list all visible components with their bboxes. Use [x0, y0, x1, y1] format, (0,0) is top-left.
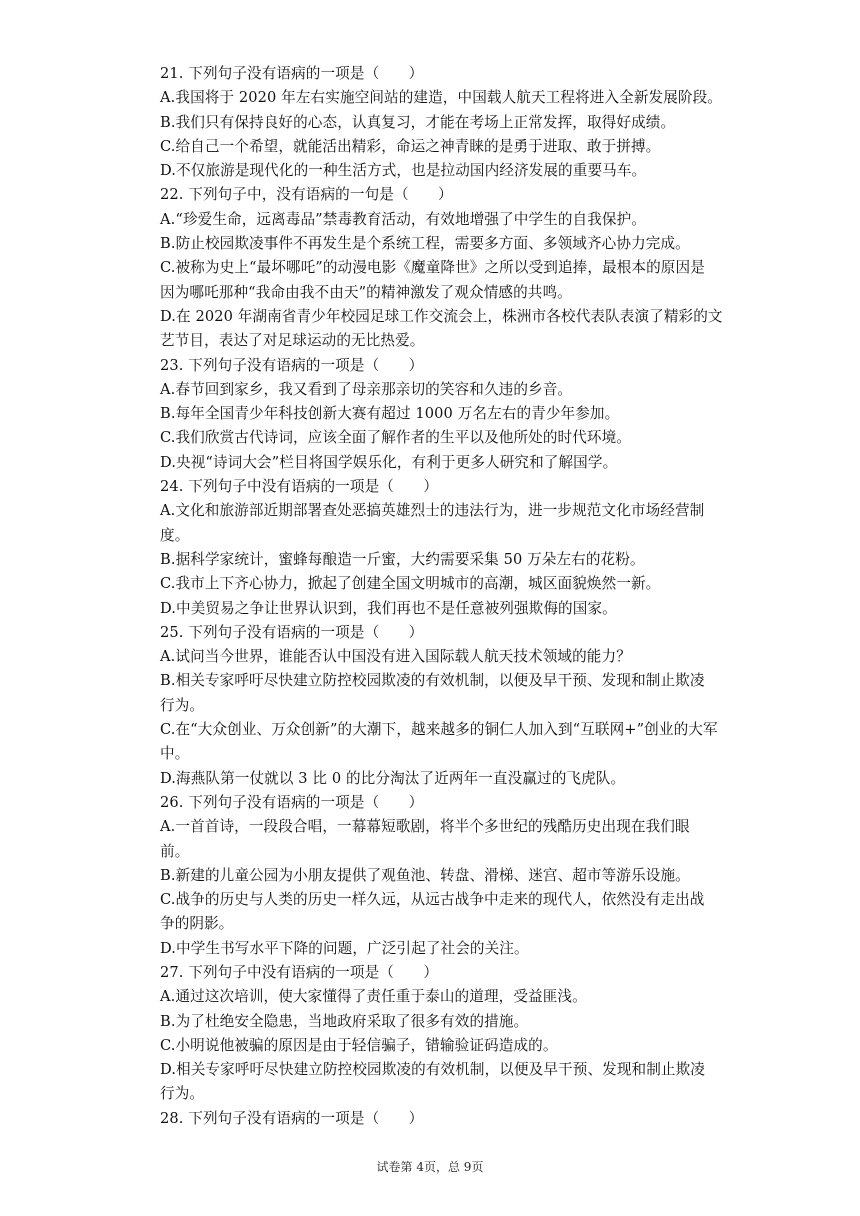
question-28-stem: 28. 下列句子没有语病的一项是（ ） [160, 1109, 424, 1127]
question-22-option-b: B.防止校园欺凌事件不再发生是个系统工程，需要多方面、多领域齐心协力完成。 [160, 235, 690, 253]
question-26-option-a: A.一首首诗，一段段合唱，一幕幕短歌剧，将半个多世纪的残酷历史出现在我们眼 [160, 818, 690, 836]
question-27-option-d-cont: 行为。 [160, 1085, 205, 1103]
question-25-option-d: D.海燕队第一仗就以 3 比 0 的比分淘汰了近两年一直没赢过的飞虎队。 [160, 769, 626, 787]
question-text-block [160, 62, 723, 1131]
question-27-option-a: A.通过这次培训，使大家懂得了责任重于泰山的道理，受益匪浅。 [160, 988, 587, 1006]
question-26-option-c-cont: 争的阴影。 [160, 915, 234, 933]
question-25-option-a: A.试问当今世界，谁能否认中国没有进入国际载人航天技术领域的能力？ [160, 648, 631, 666]
question-27-option-b: B.为了杜绝安全隐患，当地政府采取了很多有效的措施。 [160, 1012, 529, 1030]
question-21-option-d: D.不仅旅游是现代化的一种生活方式，也是拉动国内经济发展的重要马车。 [160, 162, 647, 180]
question-24-option-d: D.中美贸易之争让世界认识到，我们再也不是任意被列强欺侮的国家。 [160, 599, 617, 617]
question-22-stem: 22. 下列句子中，没有语病的一句是（ ） [160, 186, 453, 204]
question-25-option-b-cont: 行为。 [160, 696, 205, 714]
question-26-stem: 26. 下列句子没有语病的一项是（ ） [160, 793, 424, 811]
question-25-option-b: B.相关专家呼吁尽快建立防控校园欺凌的有效机制，以便及早干预、发现和制止欺凌 [160, 672, 705, 690]
question-21-stem: 21. 下列句子没有语病的一项是（ ） [160, 65, 424, 82]
question-26-option-b: B.新建的儿童公园为小朋友提供了观鱼池、转盘、滑梯、迷宫、超市等游乐设施。 [160, 866, 690, 884]
question-22-option-d: D.在 2020 年湖南省青少年校园足球工作交流会上，株洲市各校代表队表演了精彩的文 [160, 307, 723, 325]
question-25-option-c-cont: 中。 [160, 745, 190, 763]
question-23-option-b: B.每年全国青少年科技创新大赛有超过 1000 万名左右的青少年参加。 [160, 405, 620, 423]
question-22-option-c: C.被称为史上“最坏哪吒”的动漫电影《魔童降世》之所以受到追捧，最根本的原因是 [160, 259, 705, 277]
question-22-option-a: A.“珍爱生命，远离毒品”禁毒教育活动，有效地增强了中学生的自我保护。 [160, 210, 647, 228]
question-27-stem: 27. 下列句子中没有语病的一项是（ ） [160, 963, 439, 981]
question-21-option-b: B.我们只有保持良好的心态，认真复习，才能在考场上正常发挥，取得好成绩。 [160, 113, 676, 131]
question-24-option-c: C.我市上下齐心协力，掀起了创建全国文明城市的高潮，城区面貌焕然一新。 [160, 575, 661, 593]
question-26-option-a-cont: 前。 [160, 842, 190, 860]
question-27-option-c: C.小明说他被骗的原因是由于轻信骗子，错输验证码造成的。 [160, 1036, 558, 1054]
question-23-option-d: D.央视“诗词大会”栏目将国学娱乐化，有利于更多人研究和了解国学。 [160, 453, 618, 471]
question-22-option-d-cont: 艺节目，表达了对足球运动的无比热爱。 [160, 332, 425, 350]
question-21-option-c: C.给自己一个希望，就能活出精彩，命运之神青睐的是勇于进取、敢于拼搏。 [160, 137, 661, 155]
question-27-option-d: D.相关专家呼吁尽快建立防控校园欺凌的有效机制，以便及早干预、发现和制止欺凌 [160, 1061, 705, 1079]
question-23-option-c: C.我们欣赏古代诗词，应该全面了解作者的生平以及他所处的时代环境。 [160, 429, 631, 447]
page-footer: 试卷第 4页，总 9页 [376, 1160, 484, 1174]
question-21-option-a: A.我国将于 2020 年左右实施空间站的建造，中国载人航天工程将进入全新发展阶段。 [160, 89, 722, 107]
question-22-option-c-cont: 因为哪吒那种“我命由我不由天”的精神激发了观众情感的共鸣。 [160, 283, 572, 301]
question-24-option-a-cont: 度。 [160, 526, 190, 544]
question-25-option-c: C.在“大众创业、万众创新”的大潮下，越来越多的铜仁人加入到“互联网+”创业的大军 [160, 721, 718, 739]
question-26-option-c: C.战争的历史与人类的历史一样久远，从远古战争中走来的现代人，依然没有走出战 [160, 891, 705, 909]
question-24-option-a: A.文化和旅游部近期部署查处恶搞英雄烈士的违法行为，进一步规范文化市场经营制 [160, 502, 705, 520]
question-26-option-d: D.中学生书写水平下降的问题，广泛引起了社会的关注。 [160, 939, 529, 957]
question-25-stem: 25. 下列句子没有语病的一项是（ ） [160, 623, 424, 641]
question-23-stem: 23. 下列句子没有语病的一项是（ ） [160, 356, 424, 374]
question-24-option-b: B.据科学家统计，蜜蜂每酿造一斤蜜，大约需要采集 50 万朵左右的花粉。 [160, 550, 645, 568]
question-24-stem: 24. 下列句子中没有语病的一项是（ ） [160, 478, 439, 496]
question-23-option-a: A.春节回到家乡，我又看到了母亲那亲切的笑容和久违的乡音。 [160, 380, 573, 398]
